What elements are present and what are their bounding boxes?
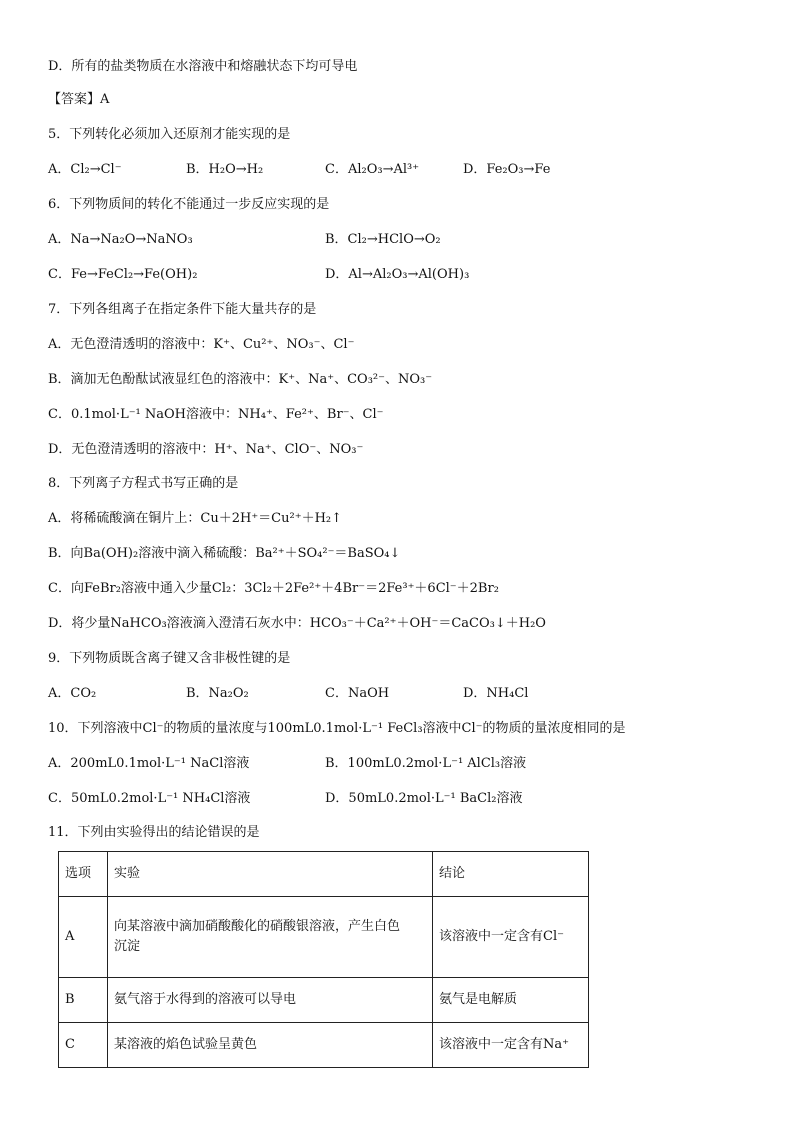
row-experiment-line1: 向某溶液中滴加硝酸酸化的硝酸银溶液，产生白色 [114, 919, 401, 934]
q6-option-d: D．Al→Al₂O₃→Al(OH)₃ [325, 267, 470, 282]
q7-option-d: D．无色澄清透明的溶液中：H⁺、Na⁺、ClO⁻、NO₃⁻ [48, 442, 364, 457]
question-10: 10．下列溶液中Cl⁻的物质的量浓度与100mL0.1mol·L⁻¹ FeCl₃溶液中Cl⁻的物质的量浓度相同的是 [48, 721, 626, 736]
table-row [59, 978, 589, 1023]
experiment-table [58, 851, 589, 1068]
q8-option-c: C．向FeBr₂溶液中通入少量Cl₂：3Cl₂＋2Fe²⁺＋4Br⁻＝2Fe³⁺＋6Cl⁻＋2Br₂ [48, 581, 499, 596]
question-5: 5．下列转化必须加入还原剂才能实现的是 [48, 127, 291, 142]
q5-option-a: A．Cl₂→Cl⁻ [48, 162, 122, 177]
row-conclusion: 该溶液中一定含有Cl⁻ [433, 897, 589, 978]
row-conclusion: 该溶液中一定含有Na⁺ [433, 1023, 589, 1068]
q6-option-c: C．Fe→FeCl₂→Fe(OH)₂ [48, 267, 198, 282]
row-conclusion: 氨气是电解质 [433, 978, 589, 1023]
q7-option-a: A．无色澄清透明的溶液中：K⁺、Cu²⁺、NO₃⁻、Cl⁻ [48, 337, 355, 352]
row-option: C [59, 1023, 108, 1068]
q7-option-c: C．0.1mol·L⁻¹ NaOH溶液中：NH₄⁺、Fe²⁺、Br⁻、Cl⁻ [48, 407, 384, 422]
question-6: 6．下列物质间的转化不能通过一步反应实现的是 [48, 197, 330, 212]
q8-option-a: A．将稀硫酸滴在铜片上：Cu＋2H⁺＝Cu²⁺＋H₂↑ [48, 511, 343, 526]
answer-text: 【答案】A [48, 92, 110, 107]
q9-option-c: C．NaOH [325, 686, 390, 701]
question-8: 8．下列离子方程式书写正确的是 [48, 476, 239, 491]
row-experiment-line2: 沉淀 [114, 939, 141, 954]
option-d-text: D．所有的盐类物质在水溶液中和熔融状态下均可导电 [48, 59, 358, 74]
table-row [59, 897, 589, 978]
table-header-row [59, 852, 589, 897]
row-experiment: 氨气溶于水得到的溶液可以导电 [108, 978, 433, 1023]
q5-option-d: D．Fe₂O₃→Fe [463, 162, 551, 177]
q8-option-b: B．向Ba(OH)₂溶液中滴入稀硫酸：Ba²⁺＋SO₄²⁻＝BaSO₄↓ [48, 546, 401, 561]
row-experiment: 某溶液的焰色试验呈黄色 [108, 1023, 433, 1068]
row-experiment [108, 897, 433, 978]
question-9: 9．下列物质既含离子键又含非极性键的是 [48, 651, 291, 666]
header-experiment: 实验 [108, 852, 433, 897]
q5-option-b: B．H₂O→H₂ [186, 162, 264, 177]
header-option: 选项 [59, 852, 108, 897]
q7-option-b: B．滴加无色酚酞试液显红色的溶液中：K⁺、Na⁺、CO₃²⁻、NO₃⁻ [48, 372, 433, 387]
q10-option-c: C．50mL0.2mol·L⁻¹ NH₄Cl溶液 [48, 791, 251, 806]
q10-option-b: B．100mL0.2mol·L⁻¹ AlCl₃溶液 [325, 756, 527, 771]
q9-option-d: D．NH₄Cl [463, 686, 529, 701]
q8-option-d: D．将少量NaHCO₃溶液滴入澄清石灰水中：HCO₃⁻＋Ca²⁺＋OH⁻＝CaCO₃↓＋H₂O [48, 616, 546, 631]
q9-option-a: A．CO₂ [48, 686, 97, 701]
header-conclusion: 结论 [433, 852, 589, 897]
row-option: A [59, 897, 108, 978]
q10-option-d: D．50mL0.2mol·L⁻¹ BaCl₂溶液 [325, 791, 523, 806]
q5-option-c: C．Al₂O₃→Al³⁺ [325, 162, 420, 177]
question-7: 7．下列各组离子在指定条件下能大量共存的是 [48, 302, 317, 317]
question-11: 11．下列由实验得出的结论错误的是 [48, 825, 260, 840]
row-option: B [59, 978, 108, 1023]
q6-option-b: B．Cl₂→HClO→O₂ [325, 232, 441, 247]
q9-option-b: B．Na₂O₂ [186, 686, 249, 701]
table-row [59, 1023, 589, 1068]
q6-option-a: A．Na→Na₂O→NaNO₃ [48, 232, 193, 247]
q10-option-a: A．200mL0.1mol·L⁻¹ NaCl溶液 [48, 756, 250, 771]
